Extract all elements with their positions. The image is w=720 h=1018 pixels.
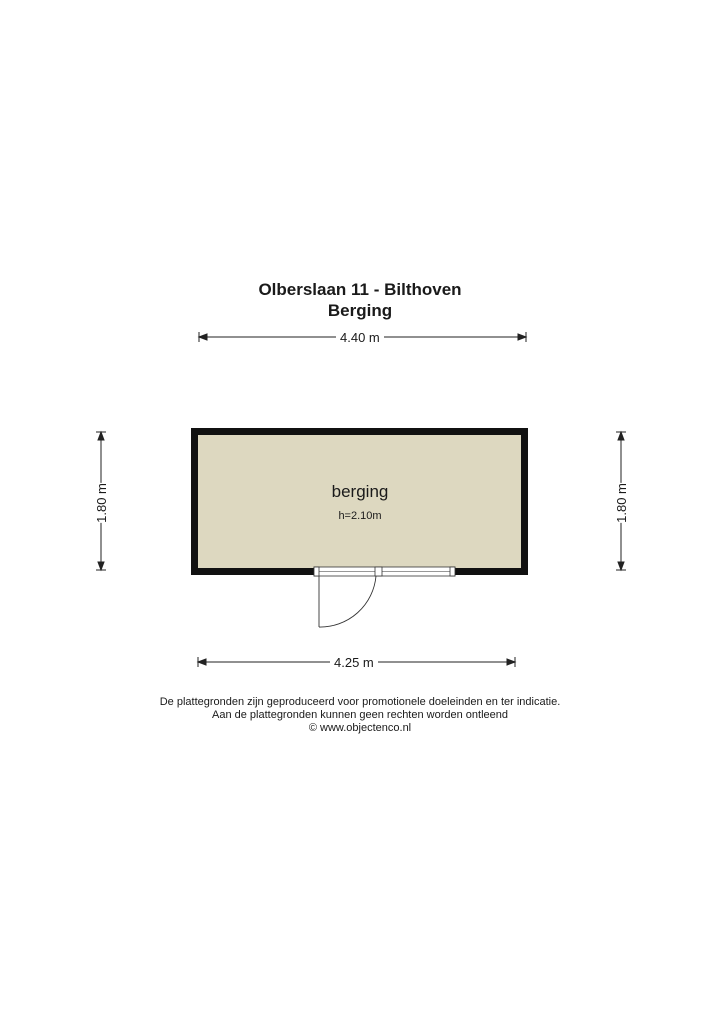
dimension-label-bottom: 4.25 m — [330, 656, 378, 670]
disclaimer-line-2: Aan de plattegronden kunnen geen rechten worden ontleend — [211, 709, 508, 721]
plan-address-title: Olberslaan 11 - Bilthoven — [258, 280, 462, 299]
room-name: berging — [331, 482, 389, 501]
dimension-label-right: 1.80 m — [613, 483, 629, 523]
disclaimer-line-1: De plattegronden zijn geproduceerd voor promotionele doeleinden en ter indicatie. — [159, 696, 561, 708]
copyright-line: © www.objectenco.nl — [308, 722, 412, 734]
door-swing — [319, 576, 376, 627]
dimension-label-top: 4.40 m — [336, 331, 384, 345]
plan-floor-title: Berging — [327, 301, 393, 320]
room-height: h=2.10m — [338, 510, 382, 522]
door-opening — [314, 567, 455, 576]
dimension-label-left: 1.80 m — [93, 483, 109, 523]
